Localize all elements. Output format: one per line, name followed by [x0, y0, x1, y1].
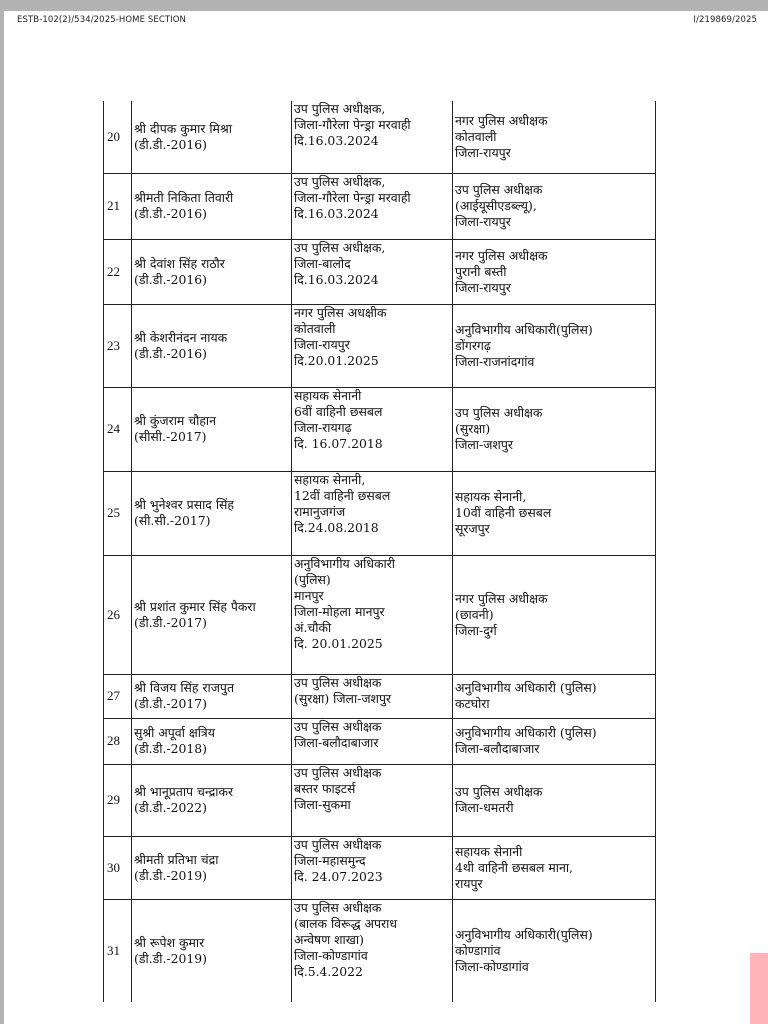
new-posting-cell: [453, 387, 656, 471]
new-posting-cell: [453, 304, 656, 387]
new-posting-line: नगर पुलिस अधीक्षक: [455, 590, 548, 606]
new-posting-line: कोतवाली: [455, 128, 497, 144]
officer-name-line: श्री भानूप्रताप चन्द्राकर: [134, 784, 234, 799]
new-posting-line: नगर पुलिस अधीक्षक: [455, 247, 548, 263]
transfer-orders-table: [103, 101, 656, 1002]
officer-name-line: (डी.डी.-2016): [134, 206, 207, 221]
table-row: [104, 836, 656, 899]
officer-name-line: श्री रूपेश कुमार: [134, 934, 205, 950]
officer-name-cell: [132, 173, 292, 239]
new-posting-line: कटघोरा: [455, 696, 490, 711]
officer-name-cell: [132, 555, 292, 674]
current-posting-line: दि. 20.01.2025: [294, 635, 383, 651]
current-posting-line: दि.16.03.2024: [294, 271, 379, 287]
current-posting-line: उप पुलिस अधीक्षक: [294, 718, 382, 734]
officer-name-line: श्री कुंजराम चौहान: [134, 413, 216, 428]
table-row: [104, 101, 656, 173]
officer-name-line: (डी.डी.-2018): [134, 741, 207, 756]
current-posting-line: दि.16.03.2024: [294, 205, 379, 221]
table-row: [104, 387, 656, 471]
new-posting-line: सहायक सेनानी,: [455, 489, 527, 504]
current-posting-line: कोतवाली: [294, 320, 336, 336]
current-posting-line: अनुविभागीय अधिकारी: [294, 555, 395, 571]
current-posting-line: जिला-रायगढ़: [294, 419, 352, 435]
serial-number-cell: 29: [104, 764, 132, 836]
new-posting-line: अनुविभागीय अधिकारी (पुलिस): [455, 680, 597, 695]
current-posting-line: दि. 24.07.2023: [294, 868, 383, 884]
officer-name-line: श्री विजय सिंह राजपुत: [134, 680, 235, 695]
new-posting-line: जिला-दुर्ग: [455, 622, 497, 638]
current-posting-line: (पुलिस): [294, 571, 331, 587]
officer-name-cell: [132, 387, 292, 471]
new-posting-line: जिला-कोण्डागांव: [455, 958, 529, 974]
officer-name-line: श्री देवांश सिंह राठौर: [134, 255, 225, 271]
current-posting-line: जिला-मोहला मानपुर: [294, 603, 385, 619]
table-row: [104, 555, 656, 674]
current-posting-line: जिला-गौरेला पेन्ड्रा मरवाही: [294, 189, 411, 205]
officer-name-line: (डी.डी.-2019): [134, 867, 207, 883]
serial-number-cell: 28: [104, 718, 132, 764]
new-posting-line: (सुरक्षा): [455, 421, 491, 436]
new-posting-line: अनुविभागीय अधिकारी(पुलिस): [455, 321, 593, 337]
new-posting-line: कोण्डागांव: [455, 942, 501, 958]
officer-name-line: (डी.डी.-2017): [134, 614, 207, 630]
current-posting-line: (सुरक्षा) जिला-जशपुर: [294, 690, 392, 706]
officer-name-line: श्री भुनेश्वर प्रसाद सिंह: [134, 497, 234, 512]
current-posting-line: नगर पुलिस अधक्षीक: [294, 304, 387, 320]
table-row: [104, 718, 656, 764]
officer-name-line: श्री प्रशांत कुमार सिंह पैकरा: [134, 598, 256, 614]
file-reference: ESTB-102(2)/534/2025-HOME SECTION: [17, 15, 187, 25]
new-posting-line: (आईयूसीएडब्ल्यू),: [455, 198, 537, 213]
current-posting-line: 12वीं वाहिनी छसबल: [294, 487, 391, 503]
new-posting-line: जिला-बलौदाबाजार: [455, 741, 540, 756]
current-posting-line: उप पुलिस अधीक्षक: [294, 674, 382, 690]
new-posting-cell: [453, 836, 656, 899]
current-posting-line: जिला-सुकमा: [294, 796, 351, 812]
new-posting-cell: [453, 899, 656, 1002]
new-posting-line: जिला-राजनांदगांव: [455, 353, 535, 369]
officer-name-cell: [132, 718, 292, 764]
new-posting-line: जिला-रायपुर: [455, 144, 511, 160]
serial-number-cell: 24: [104, 387, 132, 471]
officer-name-line: (सीसी.-2017): [134, 429, 207, 444]
current-posting-line: उप पुलिस अधीक्षक,: [294, 239, 386, 255]
serial-number-cell: 30: [104, 836, 132, 899]
new-posting-line: सहायक सेनानी: [455, 843, 523, 859]
officer-name-line: (डी.डी.-2016): [134, 271, 207, 287]
new-posting-line: उप पुलिस अधीक्षक: [455, 182, 543, 197]
officer-name-line: सुश्री अपूर्वा क्षत्रिय: [134, 725, 215, 740]
current-posting-line: बस्तर फाइटर्स: [294, 780, 356, 796]
new-posting-cell: [453, 718, 656, 764]
current-posting-line: रामानुजगंज: [294, 503, 346, 519]
current-posting-line: उप पुलिस अधीक्षक: [294, 899, 382, 915]
officer-name-cell: [132, 101, 292, 173]
new-posting-line: उप पुलिस अधीक्षक: [455, 405, 543, 420]
current-posting-cell: [292, 836, 453, 899]
new-posting-line: सूरजपुर: [455, 521, 490, 536]
table-row: [104, 239, 656, 304]
table-row: [104, 304, 656, 387]
current-posting-cell: [292, 674, 453, 718]
current-posting-line: उप पुलिस अधीक्षक,: [294, 173, 386, 189]
officer-name-line: श्री दीपक कुमार मिश्रा: [134, 120, 232, 136]
serial-number-cell: 31: [104, 899, 132, 1002]
table-row: [104, 764, 656, 836]
current-posting-line: जिला-बलौदाबाजार: [294, 734, 379, 750]
serial-number-cell: 22: [104, 239, 132, 304]
new-posting-line: (छावनी): [455, 606, 494, 622]
officer-name-line: श्रीमती निकिता तिवारी: [134, 190, 234, 205]
new-posting-line: 4थी वाहिनी छसबल माना,: [455, 859, 573, 875]
document-number: I/219869/2025: [693, 15, 757, 25]
current-posting-line: मानपुर: [294, 587, 324, 603]
new-posting-cell: [453, 239, 656, 304]
current-posting-cell: [292, 764, 453, 836]
current-posting-line: उप पुलिस अधीक्षक,: [294, 101, 386, 116]
new-posting-cell: [453, 471, 656, 555]
current-posting-line: जिला-महासमुन्द: [294, 852, 366, 868]
new-posting-cell: [453, 764, 656, 836]
table-row: [104, 899, 656, 1002]
serial-number-cell: 25: [104, 471, 132, 555]
current-posting-line: अन्वेषण शाखा): [294, 931, 364, 947]
serial-number-cell: 27: [104, 674, 132, 718]
table-row: [104, 471, 656, 555]
serial-number-cell: 26: [104, 555, 132, 674]
current-posting-line: जिला-बालोद: [294, 255, 351, 271]
officer-name-cell: [132, 764, 292, 836]
new-posting-line: रायपुर: [455, 875, 483, 891]
current-posting-cell: [292, 173, 453, 239]
new-posting-line: जिला-रायपुर: [455, 279, 511, 295]
current-posting-line: दि.16.03.2024: [294, 133, 379, 148]
new-posting-line: पुरानी बस्ती: [455, 263, 507, 279]
new-posting-line: 10वीं वाहिनी छसबल: [455, 505, 552, 520]
current-posting-cell: [292, 471, 453, 555]
new-posting-cell: [453, 674, 656, 718]
current-posting-line: दि.20.01.2025: [294, 352, 379, 368]
new-posting-cell: [453, 555, 656, 674]
current-posting-cell: [292, 387, 453, 471]
officer-name-line: श्रीमती प्रतिभा चंद्रा: [134, 851, 219, 867]
table-row: [104, 674, 656, 718]
current-posting-line: जिला-रायपुर: [294, 336, 350, 352]
officer-name-cell: [132, 899, 292, 1002]
current-posting-cell: [292, 899, 453, 1002]
current-posting-cell: [292, 718, 453, 764]
officer-name-line: (डी.डी.-2016): [134, 136, 207, 152]
current-posting-line: उप पुलिस अधीक्षक: [294, 764, 382, 780]
current-posting-line: जिला-कोण्डागांव: [294, 947, 368, 963]
officer-name-cell: [132, 239, 292, 304]
current-posting-line: उप पुलिस अधीक्षक: [294, 836, 382, 852]
current-posting-cell: [292, 304, 453, 387]
new-posting-line: जिला-धमतरी: [455, 800, 514, 815]
current-posting-cell: [292, 239, 453, 304]
document-page: [4, 11, 768, 1024]
current-posting-cell: [292, 555, 453, 674]
current-posting-cell: [292, 101, 453, 173]
officer-name-line: श्री केशरीनंदन नायक: [134, 329, 228, 345]
officer-name-line: (सी.सी.-2017): [134, 513, 211, 528]
current-posting-line: सहायक सेनानी: [294, 387, 362, 403]
current-posting-line: दि.24.08.2018: [294, 519, 379, 535]
new-posting-cell: [453, 101, 656, 173]
new-posting-cell: [453, 173, 656, 239]
current-posting-line: 6वीं वाहिनी छसबल: [294, 403, 383, 419]
new-posting-line: जिला-रायपुर: [455, 214, 511, 229]
officer-name-cell: [132, 304, 292, 387]
officer-name-cell: [132, 471, 292, 555]
officer-name-line: (डी.डी.-2022): [134, 800, 207, 815]
new-posting-line: जिला-जशपुर: [455, 437, 513, 452]
serial-number-cell: 20: [104, 101, 132, 173]
current-posting-line: दि. 16.07.2018: [294, 435, 383, 451]
new-posting-line: नगर पुलिस अधीक्षक: [455, 112, 548, 128]
new-posting-line: उप पुलिस अधीक्षक: [455, 784, 543, 799]
officer-name-line: (डी.डी.-2016): [134, 345, 207, 361]
side-tab[interactable]: [750, 953, 768, 1024]
officer-name-line: (डी.डी.-2019): [134, 950, 207, 966]
officer-name-cell: [132, 836, 292, 899]
current-posting-line: सहायक सेनानी,: [294, 471, 366, 487]
current-posting-line: दि.5.4.2022: [294, 963, 363, 979]
current-posting-line: जिला-गौरेला पेन्ड्रा मरवाही: [294, 117, 411, 132]
serial-number-cell: 21: [104, 173, 132, 239]
serial-number-cell: 23: [104, 304, 132, 387]
table-row: [104, 173, 656, 239]
officer-name-cell: [132, 674, 292, 718]
officer-name-line: (डी.डी.-2017): [134, 696, 207, 711]
new-posting-line: अनुविभागीय अधिकारी(पुलिस): [455, 926, 593, 942]
new-posting-line: अनुविभागीय अधिकारी (पुलिस): [455, 725, 597, 740]
new-posting-line: डोंगरगढ़: [455, 337, 491, 353]
current-posting-line: (बालक विरूद्ध अपराध: [294, 915, 397, 931]
current-posting-line: अं.चौकी: [294, 619, 332, 635]
